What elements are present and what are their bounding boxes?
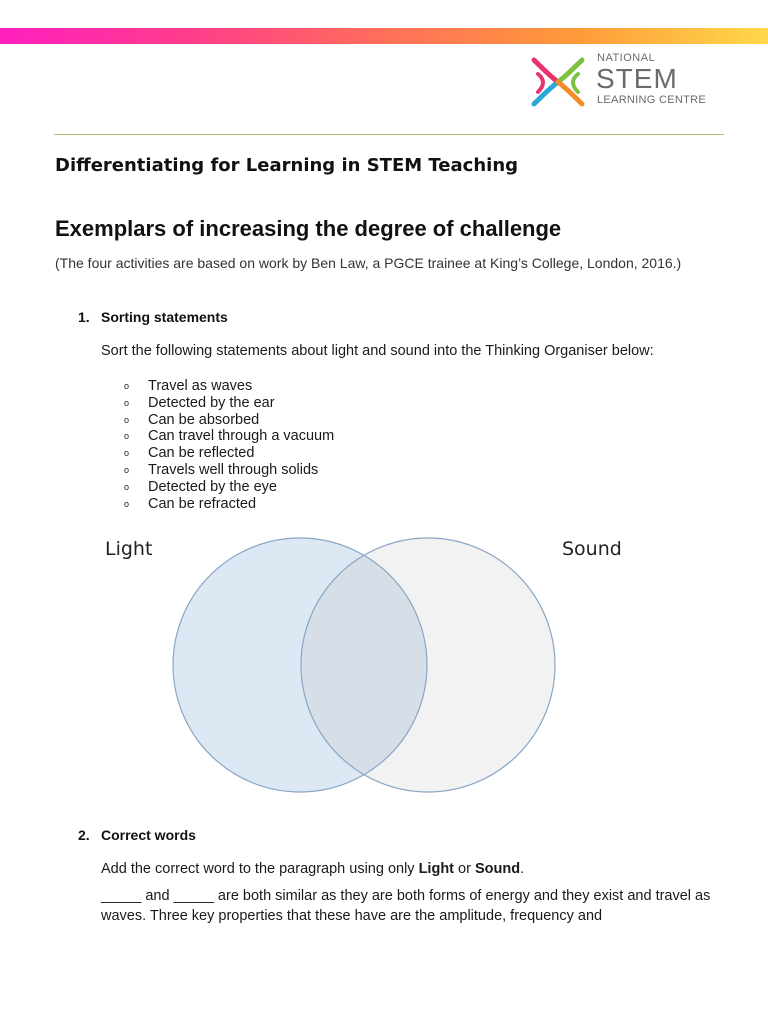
attribution-note: (The four activities are based on work by Ben Law, a PGCE trainee at King’s College, London, 2016.) xyxy=(55,255,682,271)
section-1-title: Sorting statements xyxy=(101,309,228,325)
header-divider xyxy=(54,134,724,135)
document-subtitle: Differentiating for Learning in STEM Teaching xyxy=(55,155,519,176)
bullet-icon: o xyxy=(124,464,130,475)
statement-text: Can travel through a vacuum xyxy=(148,428,335,445)
list-item xyxy=(124,462,334,479)
statement-text: Detected by the eye xyxy=(148,478,277,495)
statement-list xyxy=(124,378,334,512)
section-2-instruction xyxy=(101,861,524,877)
list-item xyxy=(124,445,334,462)
logo-stem-text: STEM xyxy=(596,63,678,94)
instruction-text-middle: or xyxy=(454,861,475,877)
section-2-number: 2. xyxy=(78,827,90,843)
list-item xyxy=(124,428,334,445)
section-2-title: Correct words xyxy=(101,827,196,843)
section-1-number: 1. xyxy=(78,309,90,325)
stem-logo-mark-icon xyxy=(528,52,588,112)
venn-light-label: Light xyxy=(105,538,153,560)
statement-text: Detected by the ear xyxy=(148,394,275,411)
bullet-icon: o xyxy=(124,381,130,391)
bullet-icon: o xyxy=(124,431,130,442)
section-1-heading xyxy=(78,309,228,325)
instruction-text-after: . xyxy=(520,861,525,877)
statement-text: Travels well through solids xyxy=(148,461,319,478)
list-item xyxy=(124,395,334,412)
logo-national-text: NATIONAL xyxy=(597,52,656,64)
section-1-instruction: Sort the following statements about light and sound into the Thinking Organiser below: xyxy=(101,343,654,359)
list-item xyxy=(124,378,334,395)
statement-text: Can be absorbed xyxy=(148,411,260,428)
venn-diagram xyxy=(0,530,768,800)
document-title: Exemplars of increasing the degree of challenge xyxy=(55,216,562,241)
venn-sound-label: Sound xyxy=(562,538,622,560)
bullet-icon: o xyxy=(124,498,130,509)
logo-learning-centre-text: LEARNING CENTRE xyxy=(597,94,707,106)
bullet-icon: o xyxy=(124,448,130,459)
list-item xyxy=(124,496,334,513)
fill-in-paragraph: _____ and _____ are both similar as they are both forms of energy and they exist and travel as waves. Three key properties that these have are the amplitude, frequency and xyxy=(101,888,711,924)
statement-text: Can be refracted xyxy=(148,495,257,512)
list-item xyxy=(124,412,334,429)
instruction-text-before: Add the correct word to the paragraph using only xyxy=(101,861,419,877)
statement-text: Can be reflected xyxy=(148,445,255,462)
word-light: Light xyxy=(418,861,455,877)
top-gradient-bar xyxy=(0,28,768,44)
bullet-icon: o xyxy=(124,397,130,408)
word-sound: Sound xyxy=(474,861,521,877)
statement-text: Travel as waves xyxy=(148,378,253,394)
list-item xyxy=(124,479,334,496)
bullet-icon: o xyxy=(124,414,130,425)
bullet-icon: o xyxy=(124,481,130,492)
stem-logo xyxy=(528,52,728,112)
section-2-heading xyxy=(78,827,196,843)
